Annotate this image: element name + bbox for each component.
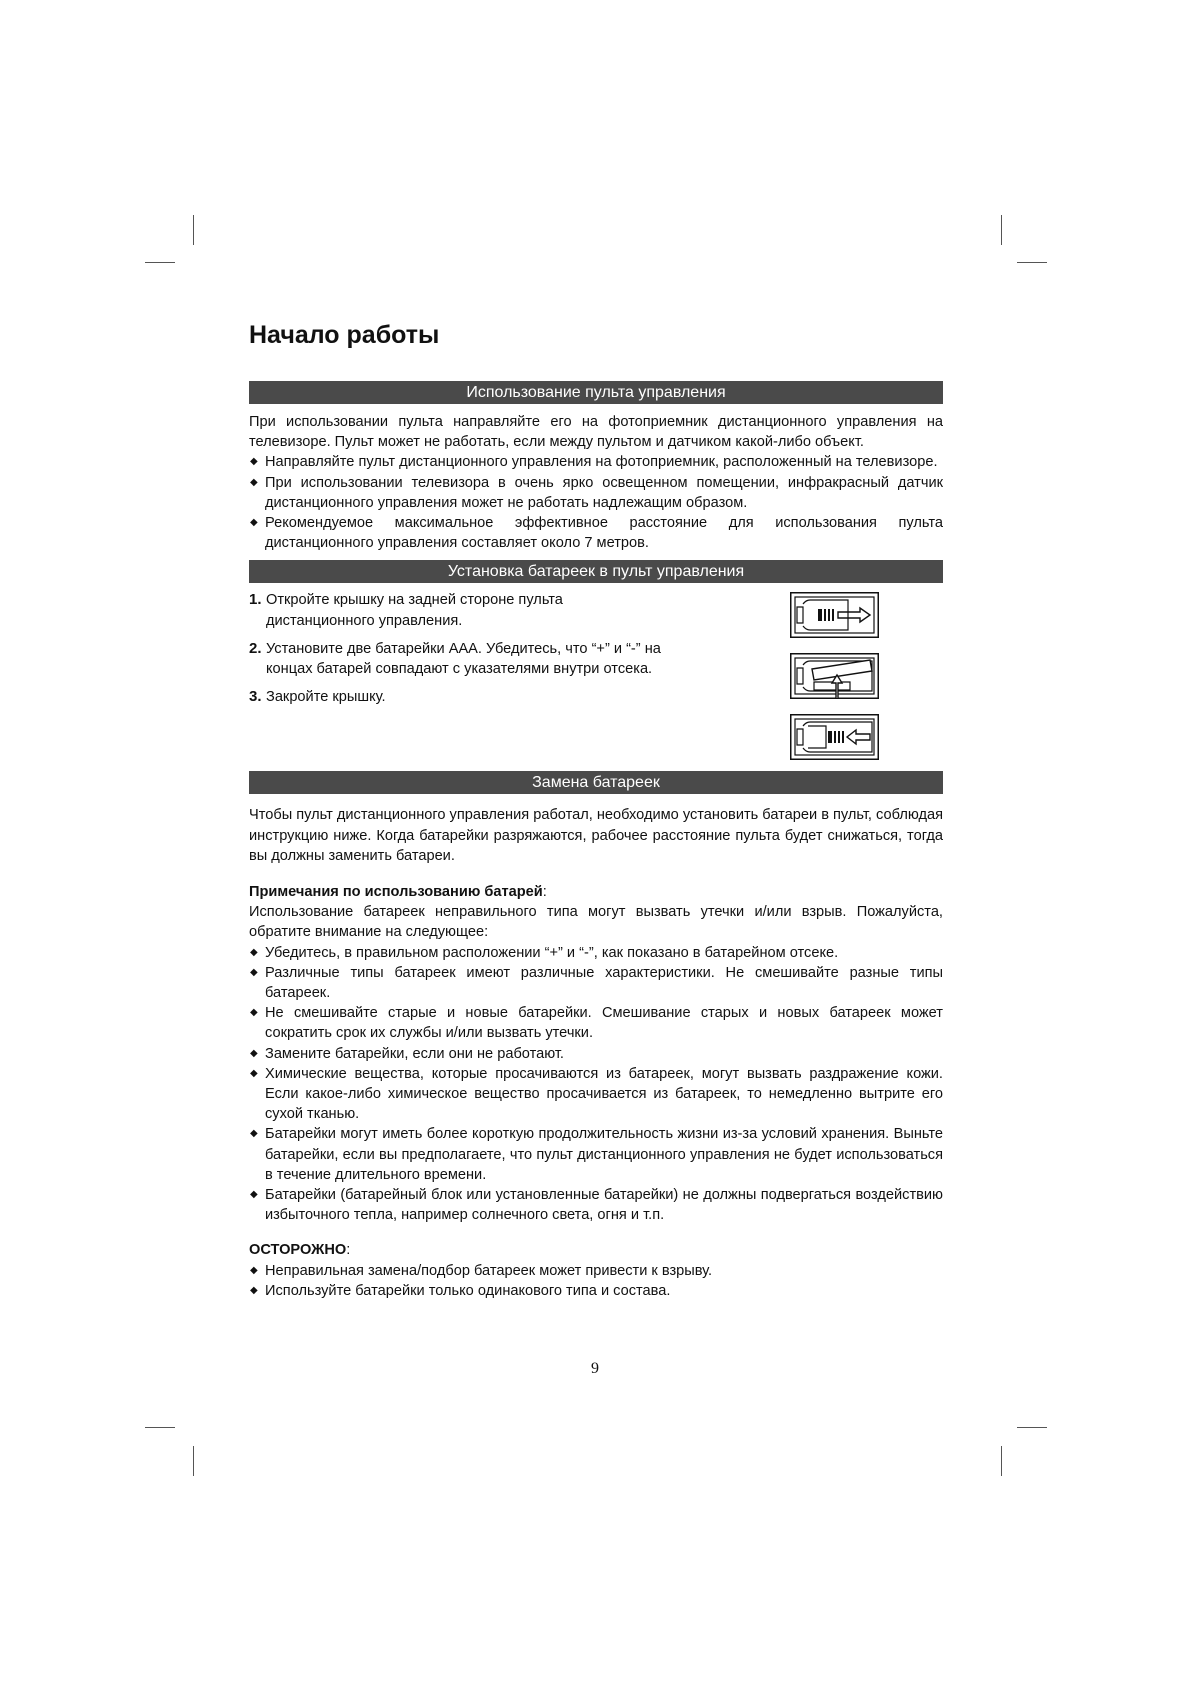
remote-cover-close-icon: [790, 714, 879, 760]
caution-heading-colon: :: [346, 1242, 351, 1259]
crop-mark: [1001, 215, 1002, 245]
battery-insert-icon: [790, 653, 879, 699]
crop-mark: [193, 1446, 194, 1476]
list-item: ◆ Рекомендуемое максимальное эффективное расстояние для использования пульта дистанционного управления составляет около 7 метров.: [249, 513, 943, 553]
notes-heading-text: Примечания по использованию батарей: [249, 884, 543, 901]
step-item: [249, 639, 669, 679]
page-content: [249, 318, 943, 1301]
crop-mark: [1017, 262, 1047, 263]
page-title: Начало работы: [249, 321, 440, 349]
list-item: ◆ Различные типы батареек имеют различные характеристики. Не смешивайте разные типы батареек.: [249, 963, 943, 1003]
crop-mark: [145, 262, 175, 263]
crop-mark: [1001, 1446, 1002, 1476]
notes-heading-colon: :: [542, 884, 547, 901]
step-number: 3.: [249, 688, 262, 706]
step-item: [249, 687, 669, 707]
step-text: Установите две батарейки ААА. Убедитесь, что “+” и “-” на концах батарей совпадают с указателями внутри отсека.: [266, 640, 661, 678]
section-heading-remote-use: Использование пульта управления: [249, 381, 943, 404]
list-item: ◆ Замените батарейки, если они не работают.: [249, 1044, 943, 1064]
crop-mark: [145, 1427, 175, 1428]
page-number: 9: [591, 1360, 599, 1377]
notes-intro: Использование батареек неправильного типа могут вызвать утечки и/или взрыв. Пожалуйста, обратите внимание на следующее:: [249, 904, 943, 941]
caution-heading-text: ОСТОРОЖНО: [249, 1242, 347, 1259]
install-steps-block: [249, 590, 943, 760]
bullet-list: [249, 1261, 943, 1301]
crop-mark: [193, 215, 194, 245]
bullet-list: [249, 943, 943, 1226]
bullet-list: [249, 452, 943, 553]
list-item: ◆ Неправильная замена/подбор батареек может привести к взрыву.: [249, 1261, 943, 1281]
caution-heading: [249, 1240, 943, 1260]
step-number: 1.: [249, 591, 262, 609]
section-intro: Чтобы пульт дистанционного управления работал, необходимо установить батареи в пульт, соблюдая инструкцию ниже. Когда батарейки разряжаются, рабочее расстояние пульта будет снижаться, тогда вы должны заменить батареи.: [249, 807, 943, 864]
step-text: Откройте крышку на задней стороне пульта дистанционного управления.: [266, 592, 563, 629]
list-item: ◆ Батарейки могут иметь более короткую продолжительность жизни из-за условий хранения. Выньте батарейки, если вы предполагаете, что пульт дистанционного управления не будет использоваться в течение длительного времени.: [249, 1124, 943, 1185]
list-item: ◆ Химические вещества, которые просачиваются из батареек, могут вызвать раздражение кожи. Если какое-либо химическое вещество просачивается из батареек, то немедленно вытрите его сухой тканью.: [249, 1064, 943, 1125]
step-text: Закройте крышку.: [266, 689, 386, 706]
section-heading-battery-install: Установка батареек в пульт управления: [249, 560, 943, 583]
list-item: ◆ При использовании телевизора в очень ярко освещенном помещении, инфракрасный датчик дистанционного управления может не работать надлежащим образом.: [249, 473, 943, 513]
list-item: ◆ Убедитесь, в правильном расположении “+” и “-”, как показано в батарейном отсеке.: [249, 943, 943, 963]
section-heading-battery-replace: Замена батареек: [249, 771, 943, 794]
list-item: ◆ Используйте батарейки только одинакового типа и состава.: [249, 1281, 943, 1301]
list-item: ◆ Не смешивайте старые и новые батарейки. Смешивание старых и новых батареек может сократить срок их службы и/или вызвать утечки.: [249, 1003, 943, 1043]
remote-cover-open-icon: [790, 592, 879, 638]
step-item: [249, 590, 669, 630]
section-intro: При использовании пульта направляйте его на фотоприемник дистанционного управления на телевизоре. Пульт может не работать, если между пультом и датчиком какой-либо объект.: [249, 414, 943, 451]
list-item: ◆ Направляйте пульт дистанционного управления на фотоприемник, расположенный на телевизоре.: [249, 452, 943, 472]
notes-heading: [249, 882, 943, 902]
list-item: ◆ Батарейки (батарейный блок или установленные батарейки) не должны подвергаться воздействию избыточного тепла, например солнечного света, огня и т.п.: [249, 1185, 943, 1225]
steps-list: [249, 590, 669, 715]
battery-figures: [790, 592, 880, 775]
step-number: 2.: [249, 639, 262, 657]
crop-mark: [1017, 1427, 1047, 1428]
